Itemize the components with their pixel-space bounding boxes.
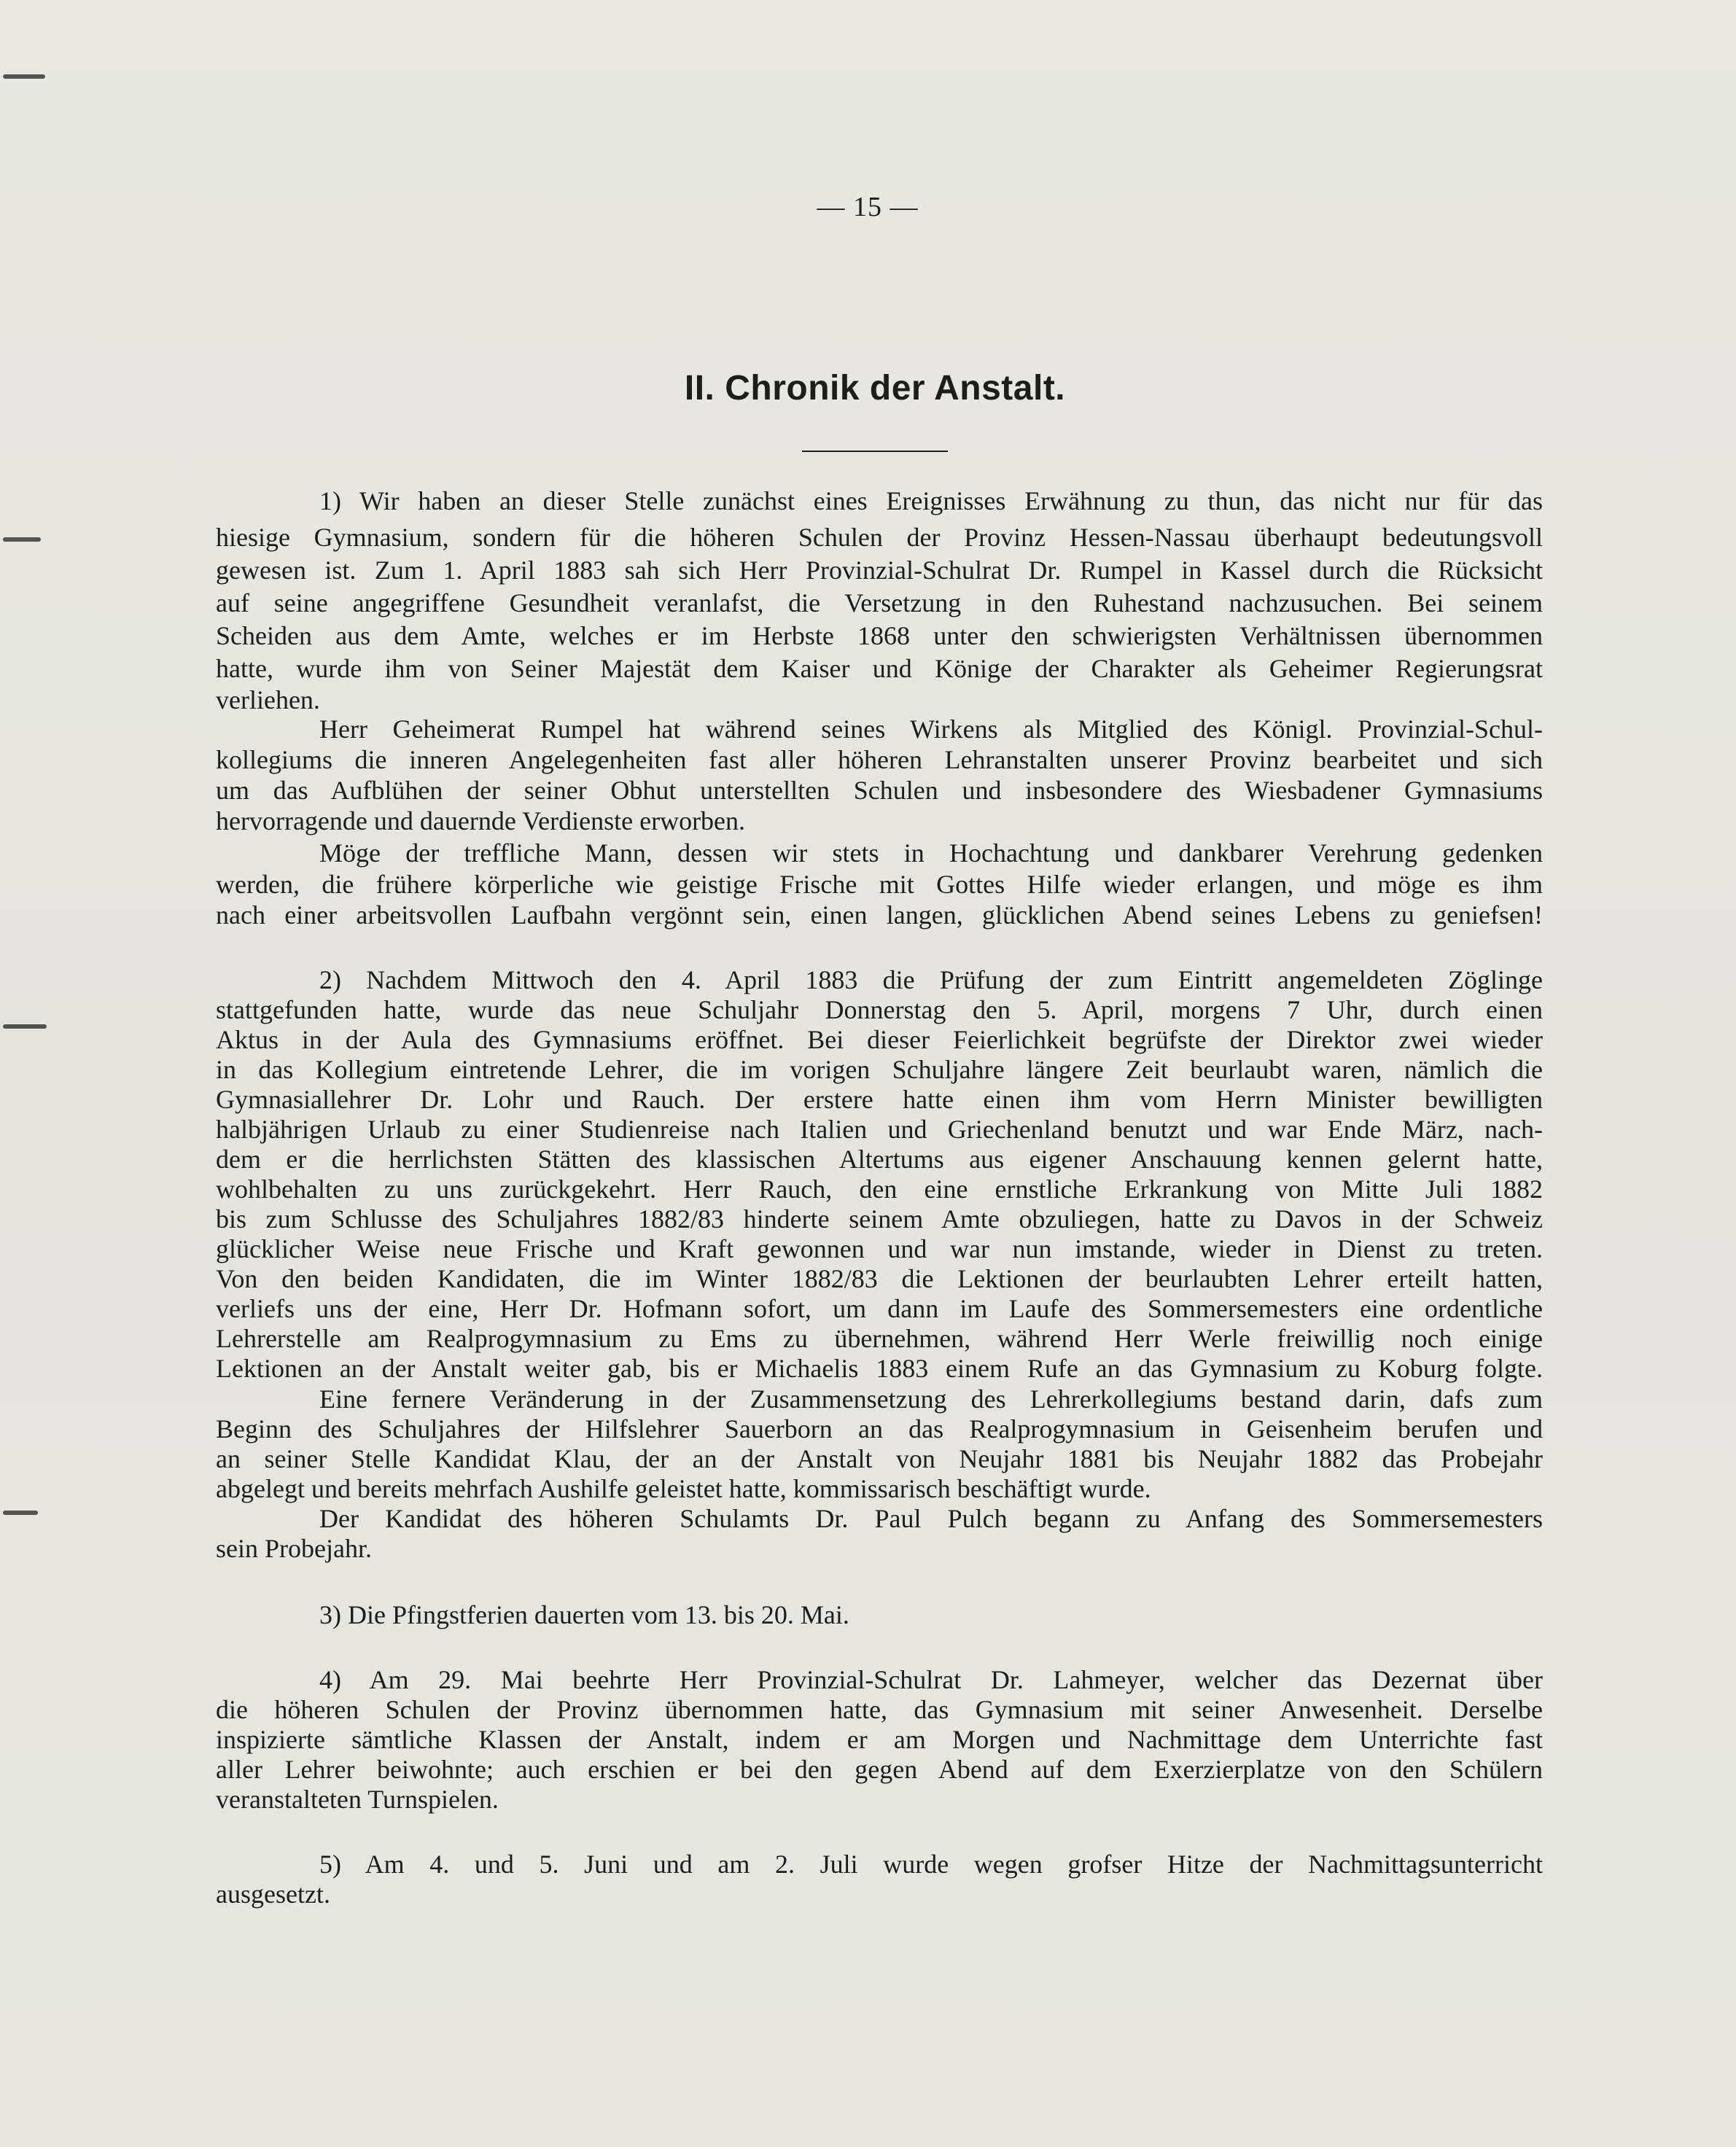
text-line: die höheren Schulen der Provinz übernommen hatte, das Gymnasium mit seiner Anwesenheit. Derselbe: [216, 1695, 1543, 1724]
text-line: Gymnasiallehrer Dr. Lohr und Rauch. Der erstere hatte einen ihm vom Herrn Minister bewilligten: [216, 1085, 1543, 1114]
title-rule: [802, 451, 948, 452]
text-line: Möge der treffliche Mann, dessen wir stets in Hochachtung und dankbarer Verehrung gedenken: [319, 838, 1543, 868]
text-line: stattgefunden hatte, wurde das neue Schuljahr Donnerstag den 5. April, morgens 7 Uhr, durch einen: [216, 995, 1543, 1024]
text-line: in das Kollegium eintretende Lehrer, die im vorigen Schuljahre längere Zeit beurlaubt waren, nämlich die: [216, 1055, 1543, 1084]
text-line: kollegiums die inneren Angelegenheiten fast aller höheren Lehranstalten unserer Provinz bearbeitet und sich: [216, 745, 1543, 774]
margin-mark: [3, 1024, 47, 1029]
text-line: abgelegt und bereits mehrfach Aushilfe geleistet hatte, kommissarisch beschäftigt wurde.: [216, 1474, 1151, 1503]
text-line: bis zum Schlusse des Schuljahres 1882/83 hinderte seinem Amte obzuliegen, hatte zu Davos in der Schweiz: [216, 1204, 1543, 1234]
text-line: inspizierte sämtliche Klassen der Anstalt, indem er am Morgen und Nachmittage dem Unterrichte fast: [216, 1725, 1543, 1754]
text-line: 2) Nachdem Mittwoch den 4. April 1883 die Prüfung der zum Eintritt angemeldeten Zöglinge: [319, 965, 1543, 994]
text-line: glücklicher Weise neue Frische und Kraft gewonnen und war nun imstande, wieder in Dienst zu treten.: [216, 1234, 1543, 1263]
text-line: hiesige Gymnasium, sondern für die höheren Schulen der Provinz Hessen-Nassau überhaupt bedeutungsvoll: [216, 523, 1543, 552]
margin-mark: [3, 537, 41, 542]
text-line: dem er die herrlichsten Stätten des klassischen Altertums aus eigener Anschauung kennen gelernt hatte,: [216, 1145, 1543, 1174]
text-line: um das Aufblühen der seiner Obhut unterstellten Schulen und insbesondere des Wiesbadener Gymnasiums: [216, 776, 1543, 805]
text-line: auf seine angegriffene Gesundheit veranlafst, die Versetzung in den Ruhestand nachzusuchen. Bei seinem: [216, 588, 1543, 617]
text-line: Lektionen an der Anstalt weiter gab, bis er Michaelis 1883 einem Rufe an das Gymnasium zu Koburg folgte.: [216, 1354, 1543, 1383]
text-line: veranstalteten Turnspielen.: [216, 1785, 499, 1814]
text-line: 1) Wir haben an dieser Stelle zunächst eines Ereignisses Erwähnung zu thun, das nicht nur für das: [319, 486, 1543, 515]
section-title: II. Chronik der Anstalt.: [684, 369, 1066, 408]
margin-mark: [3, 74, 45, 79]
text-line: Herr Geheimerat Rumpel hat während seines Wirkens als Mitglied des Königl. Provinzial-Schul-: [319, 714, 1543, 744]
text-line: hatte, wurde ihm von Seiner Majestät dem Kaiser und Könige der Charakter als Geheimer Regierungsrat: [216, 654, 1543, 683]
text-line: Von den beiden Kandidaten, die im Winter 1882/83 die Lektionen der beurlaubten Lehrer erteilt hatten,: [216, 1264, 1543, 1293]
text-line: nach einer arbeitsvollen Laufbahn vergönnt sein, einen langen, glücklichen Abend seines Lebens zu geniefsen!: [216, 900, 1543, 930]
text-line: verliefs uns der eine, Herr Dr. Hofmann sofort, um dann im Laufe des Sommersemesters eine ordentliche: [216, 1294, 1543, 1323]
text-line: Lehrerstelle am Realprogymnasium zu Ems zu übernehmen, während Herr Werle freiwillig noch einige: [216, 1324, 1543, 1353]
text-line: hervorragende und dauernde Verdienste erworben.: [216, 806, 746, 835]
text-line: verliehen.: [216, 685, 320, 714]
text-line: an seiner Stelle Kandidat Klau, der an der Anstalt von Neujahr 1881 bis Neujahr 1882 das Probejahr: [216, 1444, 1543, 1473]
margin-mark: [3, 1511, 38, 1515]
text-line: gewesen ist. Zum 1. April 1883 sah sich Herr Provinzial-Schulrat Dr. Rumpel in Kassel durch die Rücksicht: [216, 556, 1543, 585]
text-line: ausgesetzt.: [216, 1879, 330, 1909]
text-line: Scheiden aus dem Amte, welches er im Herbste 1868 unter den schwierigsten Verhältnissen übernommen: [216, 621, 1543, 650]
text-line: Aktus in der Aula des Gymnasiums eröffnet. Bei dieser Feierlichkeit begrüfste der Direktor zwei wieder: [216, 1025, 1543, 1054]
text-line: wohlbehalten zu uns zurückgekehrt. Herr Rauch, den eine ernstliche Erkrankung von Mitte Juli 1882: [216, 1174, 1543, 1204]
text-line: 4) Am 29. Mai beehrte Herr Provinzial-Schulrat Dr. Lahmeyer, welcher das Dezernat über: [319, 1665, 1543, 1694]
text-line: Beginn des Schuljahres der Hilfslehrer Sauerborn an das Realprogymnasium in Geisenheim berufen und: [216, 1414, 1543, 1443]
text-line: halbjährigen Urlaub zu einer Studienreise nach Italien und Griechenland benutzt und war Ende März, nach-: [216, 1115, 1543, 1144]
text-line: Eine fernere Veränderung in der Zusammensetzung des Lehrerkollegiums bestand darin, dafs zum: [319, 1384, 1543, 1414]
text-line: aller Lehrer beiwohnte; auch erschien er bei den gegen Abend auf dem Exerzierplatze von den Schülern: [216, 1755, 1543, 1784]
page-number: — 15 —: [817, 192, 919, 222]
text-line: 3) Die Pfingstferien dauerten vom 13. bis 20. Mai.: [319, 1600, 849, 1629]
text-line: sein Probejahr.: [216, 1534, 372, 1563]
text-line: 5) Am 4. und 5. Juni und am 2. Juli wurde wegen grofser Hitze der Nachmittagsunterricht: [319, 1850, 1543, 1879]
text-line: werden, die frühere körperliche wie geistige Frische mit Gottes Hilfe wieder erlangen, und möge es ihm: [216, 870, 1543, 899]
text-line: Der Kandidat des höheren Schulamts Dr. Paul Pulch begann zu Anfang des Sommersemesters: [319, 1504, 1543, 1533]
